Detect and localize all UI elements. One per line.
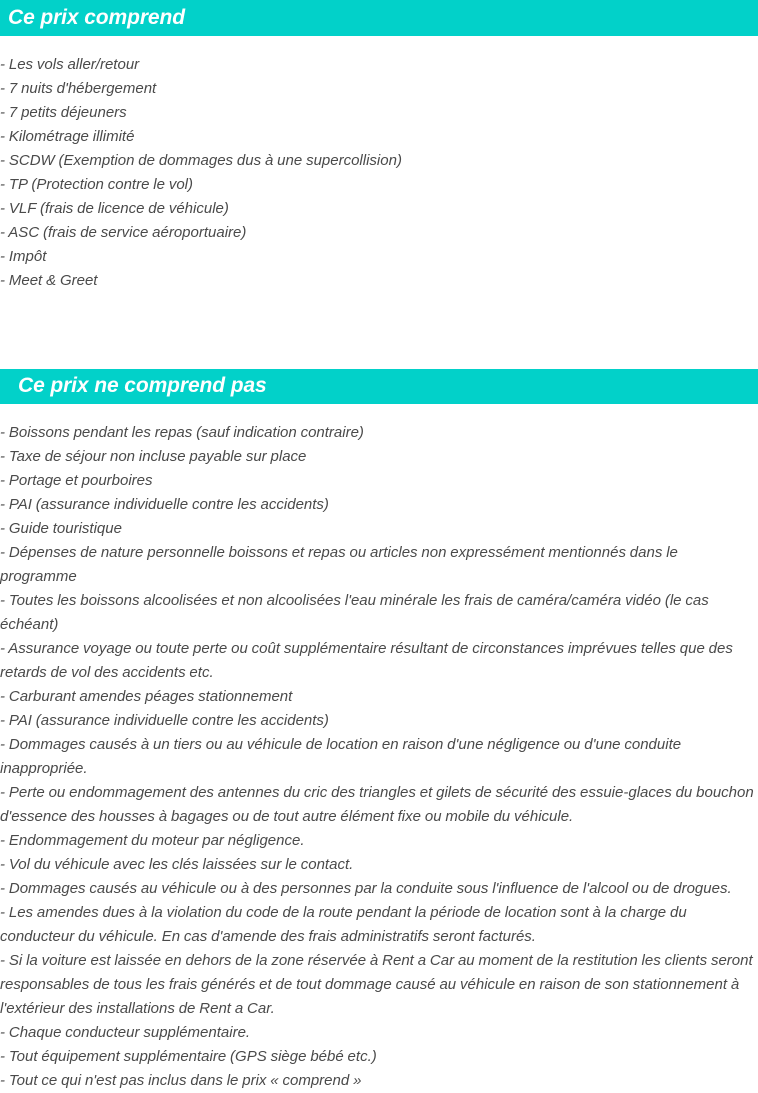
- section-spacer: [0, 293, 758, 369]
- list-item: - Kilométrage illimité: [0, 128, 135, 145]
- list-item: - Taxe de séjour non incluse payable sur place: [0, 448, 307, 465]
- list-item: - Tout équipement supplémentaire (GPS siège bébé etc.): [0, 1048, 377, 1065]
- list-item: - 7 nuits d'hébergement: [0, 80, 157, 97]
- list-item: - Vol du véhicule avec les clés laissées sur le contact.: [0, 856, 354, 873]
- list-item: - Toutes les boissons alcoolisées et non alcoolisées l'eau minérale les frais de caméra/caméra vidéo (le cas échéant): [0, 592, 709, 633]
- list-item: - Portage et pourboires: [0, 472, 153, 489]
- list-item: - Les vols aller/retour: [0, 56, 140, 73]
- section-body-excluded: [0, 404, 758, 1093]
- list-item: - TP (Protection contre le vol): [0, 176, 194, 193]
- list-item: - PAI (assurance individuelle contre les accidents): [0, 712, 329, 729]
- section-title-included: Ce prix comprend: [8, 6, 185, 29]
- list-item: - Guide touristique: [0, 520, 122, 537]
- list-item: - Carburant amendes péages stationnement: [0, 688, 293, 705]
- list-item: - Dommages causés à un tiers ou au véhicule de location en raison d'une négligence ou d'une conduite inappropriée.: [0, 736, 682, 777]
- section-price-excluded: [0, 369, 758, 1093]
- list-item: - Si la voiture est laissée en dehors de la zone réservée à Rent a Car au moment de la restitution les clients seront responsables de tous les frais générés et de tout dommage causé au véhicule en raison de son stationnement à l'extérieur des installations de Rent a Car.: [0, 952, 753, 1017]
- list-item: - Dépenses de nature personnelle boissons et repas ou articles non expressément mentionnés dans le programme: [0, 544, 678, 585]
- list-item: - Tout ce qui n'est pas inclus dans le prix « comprend »: [0, 1072, 362, 1089]
- excluded-list: [0, 421, 758, 1093]
- section-title-excluded: Ce prix ne comprend pas: [18, 374, 267, 397]
- list-item: - 7 petits déjeuners: [0, 104, 127, 121]
- list-item: - Perte ou endommagement des antennes du cric des triangles et gilets de sécurité des essuie-glaces du bouchon d'essence des housses à bagages ou de tout autre élément fixe ou mobile du véhicule.: [0, 784, 754, 825]
- list-item: - Impôt: [0, 248, 47, 265]
- list-item: - Dommages causés au véhicule ou à des personnes par la conduite sous l'influence de l'alcool ou de drogues.: [0, 880, 732, 897]
- section-header-included: [0, 0, 758, 36]
- list-item: - Assurance voyage ou toute perte ou coût supplémentaire résultant de circonstances imprévues telles que des retards de vol des accidents etc.: [0, 640, 733, 681]
- section-header-excluded: [0, 369, 758, 404]
- list-item: - ASC (frais de service aéroportuaire): [0, 224, 247, 241]
- list-item: - Meet & Greet: [0, 272, 98, 289]
- section-price-included: [0, 0, 758, 293]
- list-item: - Boissons pendant les repas (sauf indication contraire): [0, 424, 364, 441]
- list-item: - VLF (frais de licence de véhicule): [0, 200, 229, 217]
- section-body-included: [0, 36, 758, 293]
- list-item: - SCDW (Exemption de dommages dus à une supercollision): [0, 152, 402, 169]
- list-item: - Endommagement du moteur par négligence.: [0, 832, 305, 849]
- included-list: [0, 53, 758, 293]
- list-item: - Les amendes dues à la violation du code de la route pendant la période de location sont à la charge du conducteur du véhicule. En cas d'amende des frais administratifs seront facturés.: [0, 904, 687, 945]
- list-item: - Chaque conducteur supplémentaire.: [0, 1024, 251, 1041]
- list-item: - PAI (assurance individuelle contre les accidents): [0, 496, 329, 513]
